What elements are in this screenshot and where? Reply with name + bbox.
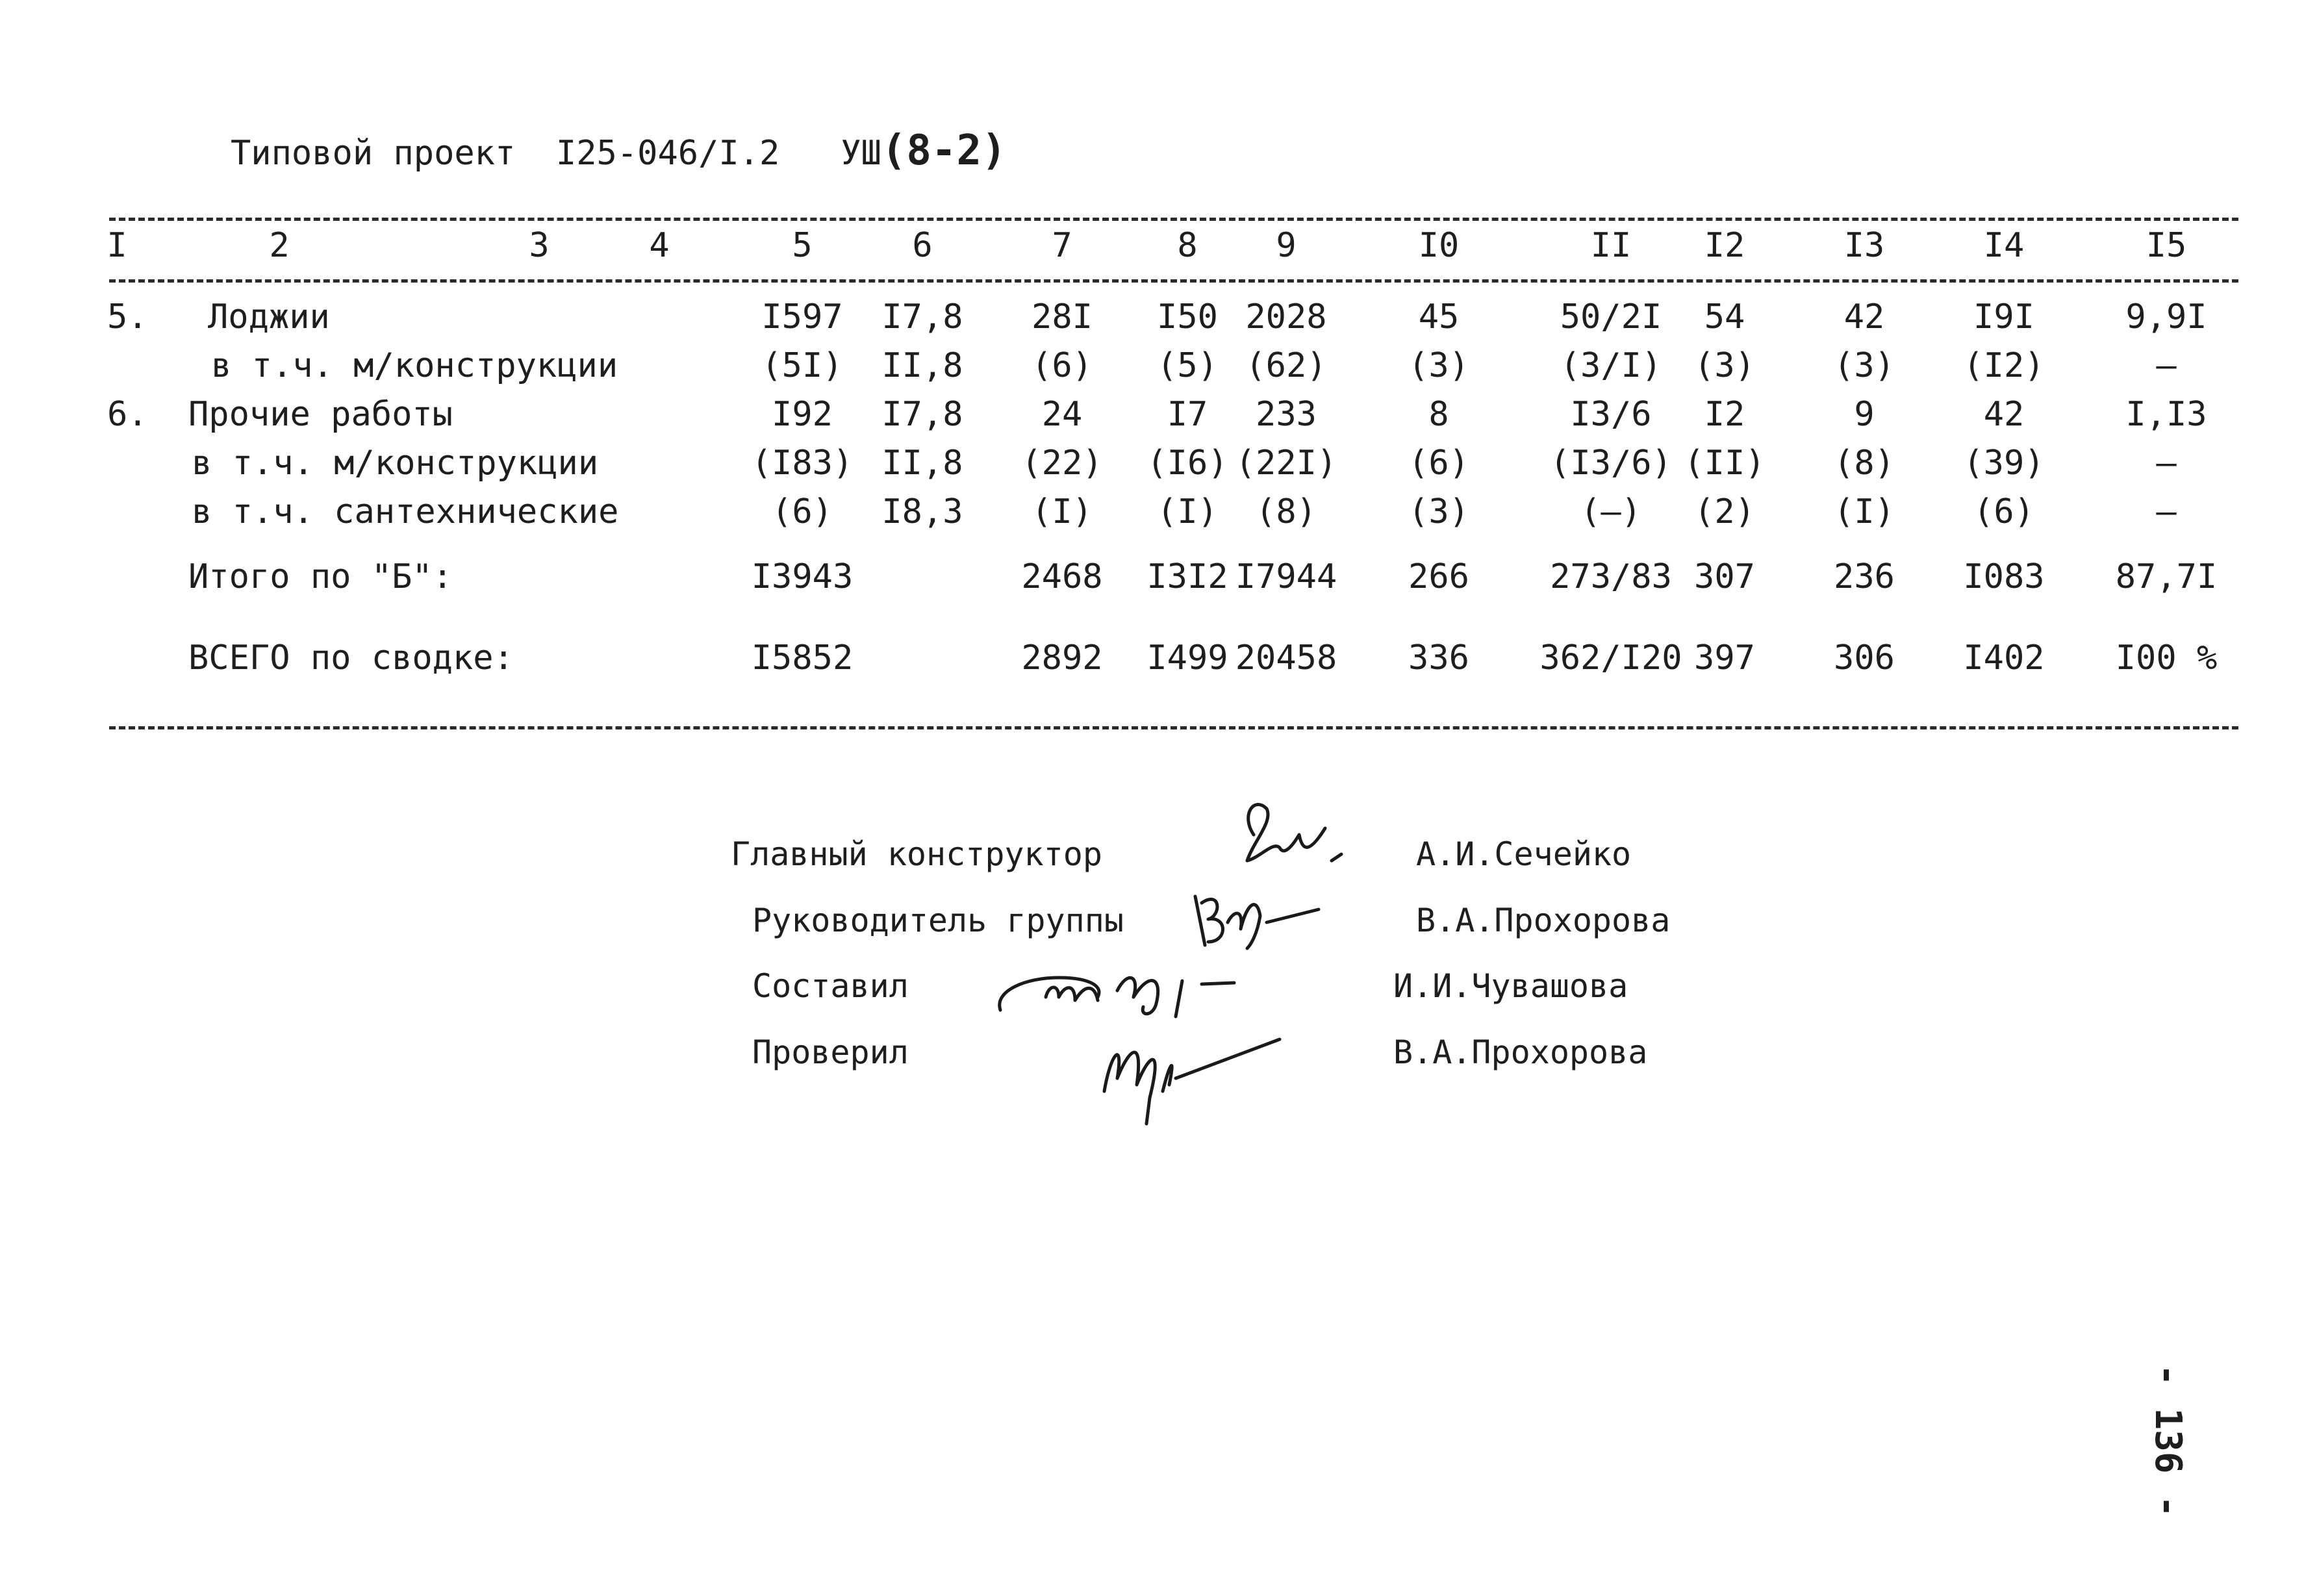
table-cell: I597: [761, 298, 843, 336]
column-number: 9: [1276, 226, 1297, 265]
column-number: I2: [1704, 226, 1745, 265]
table-cell: 54: [1704, 298, 1745, 336]
row-label: в т.ч. м/конструкции: [211, 346, 618, 385]
table-cell: (3): [1834, 346, 1895, 385]
table-cell: 236: [1834, 557, 1895, 596]
table-cell: –: [2156, 492, 2177, 531]
row-label: Итого по "Б":: [188, 557, 453, 596]
table-cell: I92: [772, 395, 833, 434]
row-label: ВСЕГО по сводке:: [188, 639, 514, 678]
table-cell: 2028: [1245, 298, 1327, 336]
table-cell: (I3/6): [1550, 444, 1672, 483]
table-cell: 42: [1843, 298, 1885, 336]
table-cell: (62): [1245, 346, 1327, 385]
table-cell: I9I: [1973, 298, 2034, 336]
table-cell: (8): [1256, 492, 1317, 531]
column-number: 6: [912, 226, 933, 265]
table-cell: 9,9I: [2125, 298, 2207, 336]
table-cell: (5): [1157, 346, 1218, 385]
table-cell: (6): [1973, 492, 2034, 531]
table-cell: I7,8: [881, 298, 963, 336]
table-cell: (6): [1408, 444, 1469, 483]
table-cell: (22): [1021, 444, 1103, 483]
signature-role: Руководитель группы: [752, 902, 1124, 939]
table-cell: (I): [1834, 492, 1895, 531]
signature-name: И.И.Чувашова: [1393, 967, 1628, 1005]
signature-role: Главный конструктор: [731, 835, 1102, 873]
column-number: I3: [1843, 226, 1885, 265]
signature-name: В.А.Прохорова: [1416, 902, 1671, 939]
table-cell: 24: [1041, 395, 1083, 434]
table-cell: I3943: [751, 557, 854, 596]
table-cell: 397: [1694, 639, 1755, 678]
row-label: Прочие работы: [188, 395, 453, 434]
table-cell: 87,7I: [2115, 557, 2218, 596]
page-number: - 136 -: [2147, 1364, 2189, 1518]
signature-role: Составил: [752, 967, 909, 1005]
table-bottom-rule: [109, 726, 2238, 729]
signature-role: Проверил: [752, 1033, 909, 1071]
table-cell: I7944: [1235, 557, 1337, 596]
column-number: 4: [649, 226, 670, 265]
table-cell: I5852: [751, 639, 854, 678]
table-cell: 8: [1428, 395, 1449, 434]
table-cell: I402: [1963, 639, 2045, 678]
table-cell: (5I): [761, 346, 843, 385]
signature-name: А.И.Сечейко: [1416, 835, 1632, 873]
table-cell: (3): [1408, 346, 1469, 385]
document-title: [231, 127, 1007, 175]
table-cell: I8,3: [881, 492, 963, 531]
table-cell: 42: [1983, 395, 2025, 434]
table-cell: (I83): [751, 444, 854, 483]
table-cell: 307: [1694, 557, 1755, 596]
signature-checker: [1085, 1013, 1312, 1130]
table-cell: (I): [1157, 492, 1218, 531]
table-cell: I00 %: [2115, 639, 2218, 678]
table-cell: (3/I): [1560, 346, 1662, 385]
table-cell: I50: [1157, 298, 1218, 336]
row-label: в т.ч. м/конструкции: [192, 444, 599, 483]
column-number: 7: [1052, 226, 1072, 265]
table-cell: I3/6: [1570, 395, 1652, 434]
table-cell: 9: [1854, 395, 1875, 434]
table-cell: 266: [1408, 557, 1469, 596]
table-cell: (–): [1580, 492, 1641, 531]
table-cell: 362/I20: [1539, 639, 1682, 678]
column-number: I: [107, 226, 127, 265]
table-cell: –: [2156, 444, 2177, 483]
table-cell: (2): [1694, 492, 1755, 531]
project-series: УШ: [841, 134, 881, 173]
table-top-rule: [109, 218, 2238, 221]
column-number: 2: [269, 226, 290, 265]
column-number: I0: [1418, 226, 1460, 265]
table-cell: (22I): [1235, 444, 1337, 483]
table-cell: (I): [1032, 492, 1093, 531]
table-cell: (3): [1408, 492, 1469, 531]
table-cell: 20458: [1235, 639, 1337, 678]
project-label: Типовой проект: [231, 134, 516, 173]
signature-chief-designer: [1228, 789, 1358, 874]
table-cell: I7,8: [881, 395, 963, 434]
table-cell: II,8: [881, 444, 963, 483]
project-number: I25-046/I.2: [555, 134, 780, 173]
table-cell: (II): [1684, 444, 1766, 483]
table-cell: I499: [1146, 639, 1228, 678]
table-cell: (39): [1963, 444, 2045, 483]
table-cell: 50/2I: [1560, 298, 1662, 336]
table-cell: (I2): [1963, 346, 2045, 385]
table-cell: 336: [1408, 639, 1469, 678]
table-cell: 273/83: [1550, 557, 1672, 596]
signature-compiler: [987, 945, 1260, 1023]
table-cell: (8): [1834, 444, 1895, 483]
table-cell: 2468: [1021, 557, 1103, 596]
table-cell: (6): [772, 492, 833, 531]
column-number: I5: [2146, 226, 2187, 265]
table-cell: (3): [1694, 346, 1755, 385]
row-label: в т.ч. сантехнические: [192, 492, 619, 531]
table-cell: I2: [1704, 395, 1745, 434]
table-cell: I083: [1963, 557, 2045, 596]
table-cell: 306: [1834, 639, 1895, 678]
table-cell: I3I2: [1146, 557, 1228, 596]
row-label: Лоджии: [208, 298, 330, 336]
project-series-mark: (8-2): [881, 127, 1007, 175]
table-cell: II,8: [881, 346, 963, 385]
table-cell: 233: [1256, 395, 1317, 434]
table-cell: (I6): [1146, 444, 1228, 483]
signature-group-leader: [1182, 883, 1332, 955]
table-cell: I,I3: [2125, 395, 2207, 434]
table-cell: 2892: [1021, 639, 1103, 678]
column-number: 3: [529, 226, 550, 265]
row-number: 6.: [107, 395, 148, 434]
column-number: II: [1590, 226, 1632, 265]
row-number: 5.: [107, 298, 148, 336]
table-cell: 45: [1418, 298, 1460, 336]
table-cell: (6): [1032, 346, 1093, 385]
table-cell: 28I: [1032, 298, 1093, 336]
column-number: 5: [792, 226, 813, 265]
table-header-rule: [109, 279, 2238, 283]
column-number: I4: [1983, 226, 2025, 265]
signature-name: В.А.Прохорова: [1393, 1033, 1648, 1071]
table-cell: I7: [1167, 395, 1208, 434]
column-number: 8: [1177, 226, 1198, 265]
table-cell: –: [2156, 346, 2177, 385]
